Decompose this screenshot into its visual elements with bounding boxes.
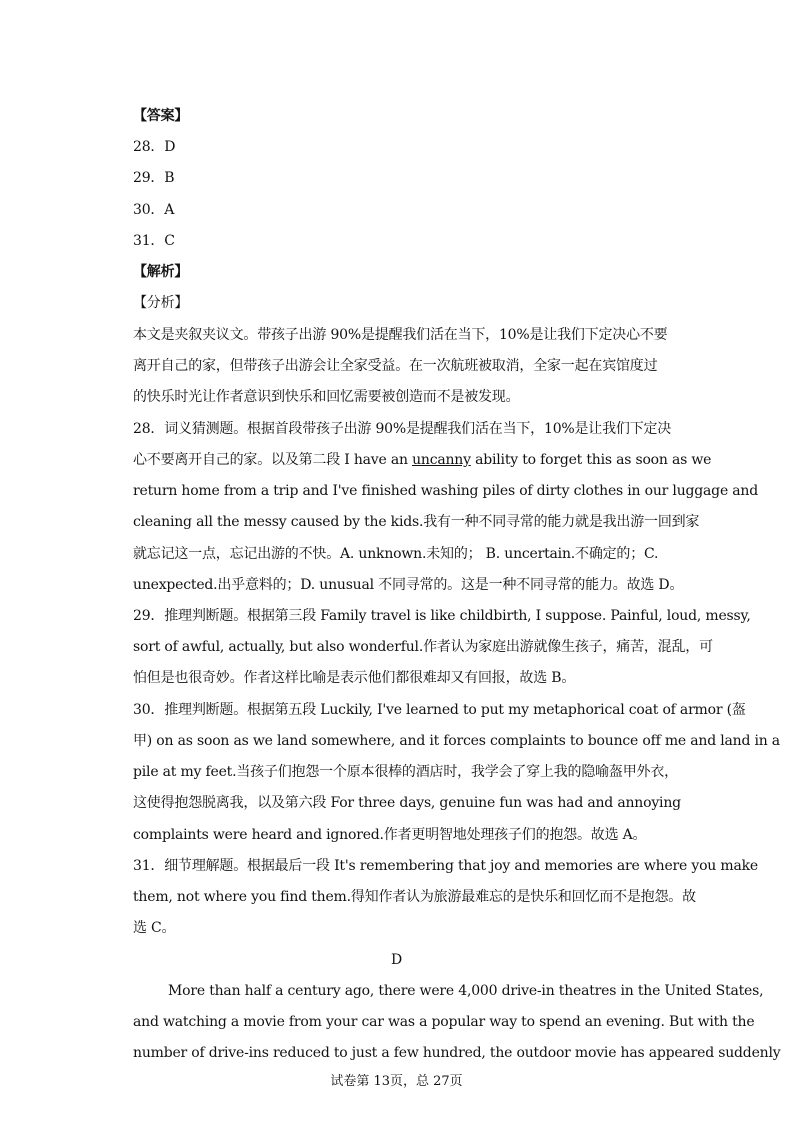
passage-line: More than half a century ago, there were 4,000 drive-in theatres in the United States,	[168, 983, 764, 999]
text-line: 这使得抱怨脱离我，以及第六段 For three days, genuine fun was had and annoying	[133, 795, 681, 811]
text-line: 29．推理判断题。根据第三段 Family travel is like childbirth, I suppose. Painful, loud, messy,	[133, 608, 751, 624]
answer-item: 29．B	[133, 170, 175, 186]
passage-line: and watching a movie from your car was a popular way to spend an evening. But with the	[133, 1014, 755, 1030]
text-line: sort of awful, actually, but also wonderful.作者认为家庭出游就像生孩子，痛苦，混乱，可	[133, 639, 713, 655]
text-line: 甲) on as soon as we land somewhere, and it forces complaints to bounce off me and land in a	[133, 733, 780, 749]
answer-item: 31．C	[133, 233, 175, 249]
answer-heading: 【答案】	[133, 108, 189, 124]
answer-item: 28．D	[133, 139, 176, 155]
analysis-heading: 【解析】	[133, 264, 189, 280]
section-letter: D	[390, 952, 403, 968]
text-line: 28．词义猜测题。根据首段带孩子出游 90%是提醒我们活在当下，10%是让我们下定决	[133, 421, 672, 437]
text-line: 就忘记这一点，忘记出游的不快。A. unknown.未知的； B. uncertain.不确定的；C.	[133, 546, 659, 562]
text-line: return home from a trip and I've finished washing piles of dirty clothes in our luggage and	[133, 483, 759, 499]
text-line: cleaning all the messy caused by the kids.我有一种不同寻常的能力就是我出游一回到家	[133, 514, 700, 530]
text-line: 选 C。	[133, 920, 176, 936]
underlined-word: uncanny	[412, 452, 471, 468]
text-line	[133, 450, 712, 470]
subanalysis-heading: 【分析】	[133, 295, 189, 311]
text-line: 怕但是也很奇妙。作者这样比喻是表示他们都很难却又有回报，故选 B。	[133, 670, 576, 686]
text-line: 离开自己的家，但带孩子出游会让全家受益。在一次航班被取消，全家一起在宾馆度过	[133, 358, 658, 374]
text-line: 本文是夹叙夹议文。带孩子出游 90%是提醒我们活在当下，10%是让我们下定决心不要	[133, 327, 668, 343]
text-line: unexpected.出乎意料的；D. unusual 不同寻常的。这是一种不同寻常的能力。故选 D。	[133, 577, 684, 593]
text-line: them, not where you find them.得知作者认为旅游最难忘的是快乐和回忆而不是抱怨。故	[133, 889, 696, 905]
passage-line: number of drive-ins reduced to just a few hundred, the outdoor movie has appeared suddenly	[133, 1045, 781, 1061]
text-line: 30．推理判断题。根据第五段 Luckily, I've learned to put my metaphorical coat of armor (盔	[133, 702, 746, 718]
text-line: 的快乐时光让作者意识到快乐和回忆需要被创造而不是被发现。	[133, 389, 520, 405]
text-line: complaints were heard and ignored.作者更明智地处理孩子们的抱怨。故选 A。	[133, 827, 647, 843]
text-segment: 心不要离开自己的家。以及第二段 I have an	[133, 452, 413, 468]
page-footer: 试卷第 13页，总 27页	[330, 1074, 463, 1089]
text-segment: ability to forget this as soon as we	[470, 452, 712, 468]
text-line: 31．细节理解题。根据最后一段 It's remembering that joy and memories are where you make	[133, 858, 758, 874]
text-line: pile at my feet.当孩子们抱怨一个原本很棒的酒店时，我学会了穿上我的隐喻盔甲外衣，	[133, 764, 678, 780]
answer-item: 30．A	[133, 202, 175, 218]
